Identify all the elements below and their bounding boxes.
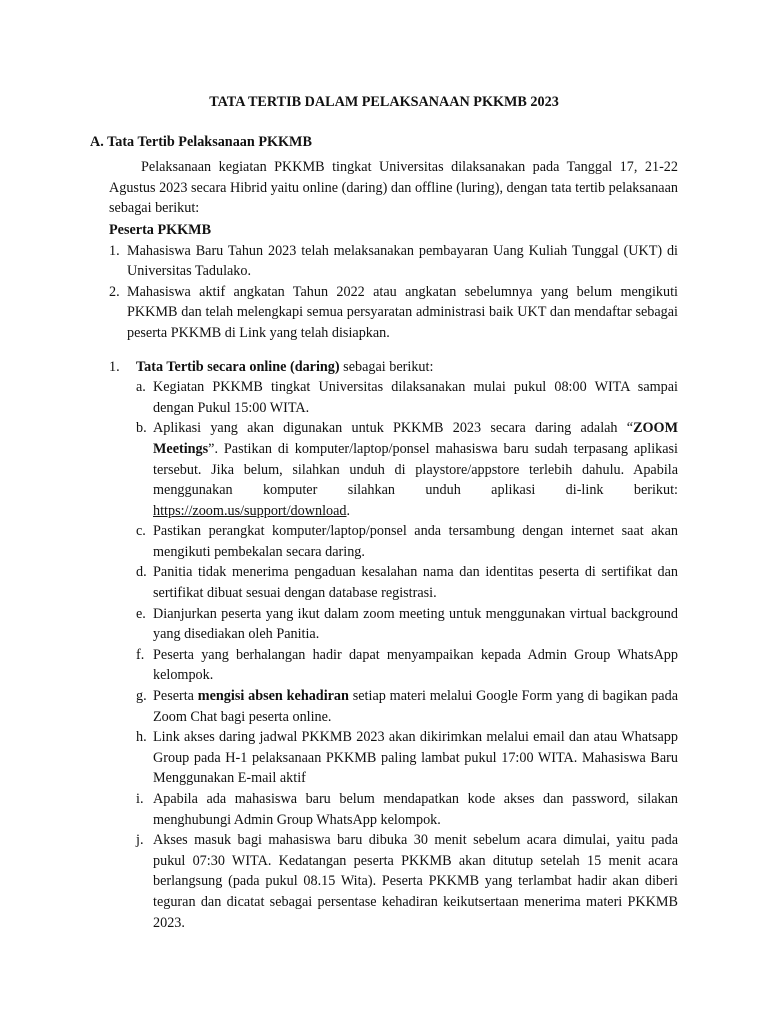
- list-text: Mahasiswa aktif angkatan Tahun 2022 atau angkatan sebelumnya yang belum mengikuti PKKMB dan telah melengkapi semua persyaratan administrasi baik UKT dan mendaftar sebagai peserta PKKMB di Link yang telah disiapkan.: [127, 283, 678, 341]
- rule-text: Pastikan perangkat komputer/laptop/ponsel anda tersambung dengan internet saat akan mengikuti pembekalan secara daring.: [153, 523, 678, 560]
- rule-item-j: [136, 830, 678, 933]
- online-rules: [109, 357, 678, 934]
- online-rules-title-rest: sebagai berikut:: [339, 358, 434, 375]
- rule-text: Akses masuk bagi mahasiswa baru dibuka 30 menit sebelum acara dimulai, yaitu pada pukul 07:30 WITA. Kedatangan peserta PKKMB akan ditutup setelah 15 menit acara berlangsung (pada pukul 08.15 Wita). Peserta PKKMB yang terlambat hadir akan diberi teguran dan dicatat sebagai persentase kehadiran keikutsertaan menerima materi PKKMB 2023.: [153, 832, 678, 931]
- list-letter: i.: [136, 791, 144, 807]
- online-rules-title: [136, 357, 433, 378]
- document-title: TATA TERTIB DALAM PELAKSANAAN PKKMB 2023: [209, 94, 559, 110]
- section-a-intro: Pelaksanaan kegiatan PKKMB tingkat Universitas dilaksanakan pada Tanggal 17, 21-22 Agustus 2023 secara Hibrid yaitu online (daring) dan offline (luring), dengan tata tertib pelaksanaan sebagai berikut:: [109, 159, 678, 217]
- list-letter: e.: [136, 605, 146, 622]
- list-number: 1.: [109, 358, 120, 375]
- rule-text: Panitia tidak menerima pengaduan kesalahan nama dan identitas peserta di sertifikat dan sertifikat dibuat sesuai dengan database registrasi.: [153, 564, 678, 602]
- rule-text: [153, 686, 678, 727]
- list-letter: c.: [136, 523, 146, 540]
- zoom-meetings-bold: ZOOM Meetings: [153, 420, 678, 457]
- absen-bold: mengisi absen kehadiran: [197, 688, 349, 705]
- list-letter: a.: [136, 379, 146, 396]
- list-letter: f.: [136, 646, 145, 663]
- list-letter: b.: [136, 420, 147, 437]
- rule-text: Dianjurkan peserta yang ikut dalam zoom meeting untuk menggunakan virtual background yang disediakan oleh Panitia.: [153, 605, 678, 643]
- online-rules-items: [136, 377, 678, 933]
- list-text: Mahasiswa Baru Tahun 2023 telah melaksanakan pembayaran Uang Kuliah Tunggal (UKT) di Universitas Tadulako.: [127, 242, 678, 280]
- rule-text-post: ”. Pastikan di komputer/laptop/ponsel mahasiswa baru sudah terpasang aplikasi tersebut. Jika belum, silahkan unduh di playstore/appstore terlebih dahulu. Apabila menggunakan komputer silahkan unduh aplikasi di-link berikut:: [153, 440, 678, 499]
- list-letter: j.: [136, 832, 144, 849]
- numbered-rules-list: [109, 357, 678, 934]
- rule-text-end: .: [346, 502, 351, 519]
- rule-item-i: [136, 789, 678, 830]
- peserta-item-2: [109, 282, 678, 344]
- rule-item-g: [136, 686, 678, 727]
- list-number: 1.: [109, 242, 120, 259]
- rule-text: Link akses daring jadwal PKKMB 2023 akan dikirimkan melalui email dan atau Whatsapp Group pada H-1 pelaksanaan PKKMB paling lambat pukul 17:00 WITA. Mahasiswa Baru Menggunakan E-mail aktif: [153, 729, 678, 787]
- rule-item-f: [136, 645, 678, 686]
- rule-text-pre: Peserta: [153, 688, 198, 705]
- rule-text: Apabila ada mahasiswa baru belum mendapatkan kode akses dan password, silakan menghubungi Admin Group WhatsApp kelompok.: [153, 791, 678, 828]
- rule-item-h: [136, 727, 678, 789]
- rule-text-pre: Aplikasi yang akan digunakan untuk PKKMB 2023 secara daring adalah “: [153, 420, 634, 437]
- rule-item-a: [136, 377, 678, 418]
- peserta-item-1: [109, 241, 678, 282]
- list-letter: g.: [136, 688, 147, 705]
- section-a-heading: A. Tata Tertib Pelaksanaan PKKMB: [90, 133, 312, 150]
- online-rules-heading: [109, 357, 678, 378]
- peserta-heading: Peserta PKKMB: [109, 221, 212, 238]
- list-letter: d.: [136, 564, 147, 581]
- zoom-download-link[interactable]: https://zoom.us/support/download: [153, 502, 347, 519]
- list-letter: h.: [136, 729, 147, 746]
- online-rules-title-bold: Tata Tertib secara online (daring): [136, 358, 340, 375]
- list-number: 2.: [109, 283, 120, 300]
- rule-text: Kegiatan PKKMB tingkat Universitas dilaksanakan mulai pukul 08:00 WITA sampai dengan Pukul 15:00 WITA.: [153, 379, 678, 416]
- rule-item-e: [136, 604, 678, 645]
- rule-item-b: [136, 418, 678, 521]
- rule-item-c: [136, 521, 678, 562]
- rule-item-d: [136, 562, 678, 603]
- rule-text: Peserta yang berhalangan hadir dapat menyampaikan kepada Admin Group WhatsApp kelompok.: [153, 646, 678, 684]
- rule-text: [153, 418, 678, 521]
- rule-text-post: setiap materi melalui Google Form yang di bagikan pada Zoom Chat bagi peserta online.: [153, 688, 678, 725]
- peserta-list: [109, 241, 678, 344]
